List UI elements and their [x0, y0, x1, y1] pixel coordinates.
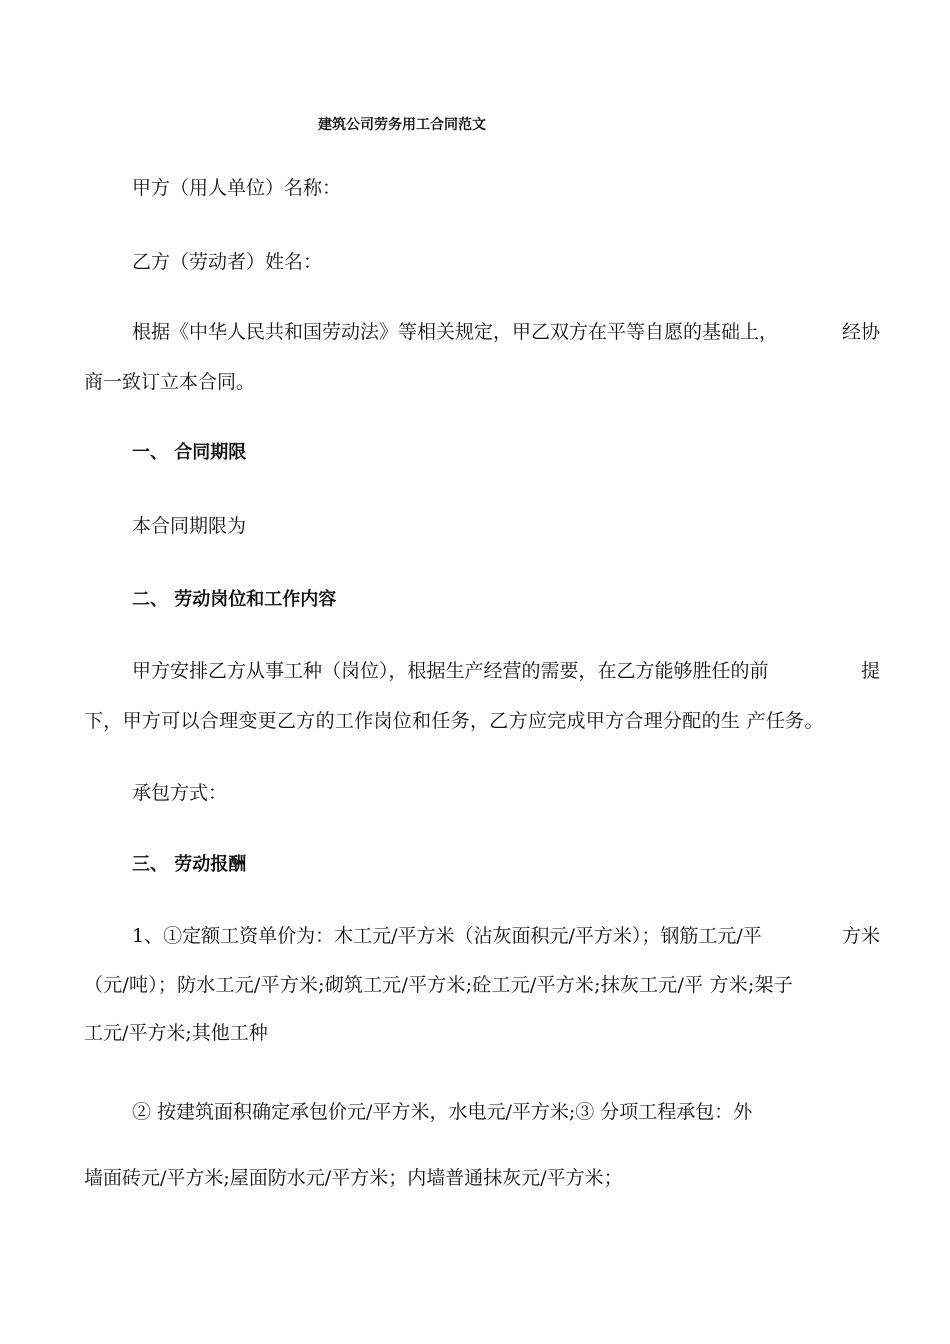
section-3-heading: 三、 劳动报酬 — [132, 854, 247, 875]
wage-item-1-text-end: 方米 — [841, 925, 880, 947]
document-title: 建筑公司劳务用工合同范文 — [318, 117, 486, 133]
wage-item-1-text: 1、①定额工资单价为：木工元/平方米（沾灰面积元/平方米）；钢筋工元/平 — [132, 925, 762, 947]
intro-paragraph-line-2: 商一致订立本合同。 — [84, 371, 256, 393]
contract-term-text: 本合同期限为 — [132, 515, 247, 537]
party-a-label: 甲方（用人单位）名称： — [132, 177, 342, 199]
section-2-heading: 二、 劳动岗位和工作内容 — [132, 589, 337, 610]
job-text: 甲方安排乙方从事工种（岗位），根据生产经营的需要，在乙方能够胜任的前 — [132, 660, 769, 682]
intro-text-end: 经协 — [841, 321, 880, 343]
wage-item-1-line-1 — [132, 924, 880, 948]
party-b-label: 乙方（劳动者）姓名： — [132, 251, 323, 273]
wage-item-2-line-2: 墙面砖元/平方米;屋面防水元/平方米；内墙普通抹灰元/平方米； — [84, 1167, 623, 1189]
wage-item-1-line-2: （元/吨）；防水工元/平方米;砌筑工元/平方米;砼工元/平方米;抹灰工元/平 方米;架子 — [84, 974, 793, 996]
section-1-heading: 一、 合同期限 — [132, 442, 247, 463]
job-paragraph-line-2: 下，甲方可以合理变更乙方的工作岗位和任务，乙方应完成甲方合理分配的生 产任务。 — [84, 710, 824, 732]
job-paragraph-line-1 — [132, 659, 880, 683]
job-text-end: 提 — [860, 660, 880, 682]
intro-text: 根据《中华人民共和国劳动法》等相关规定，甲乙双方在平等自愿的基础上， — [132, 321, 779, 343]
wage-item-2-line-1: ② 按建筑面积确定承包价元/平方米，水电元/平方米;③ 分项工程承包：外 — [132, 1101, 753, 1123]
wage-item-1-line-3: 工元/平方米;其他工种 — [84, 1022, 268, 1044]
contract-mode-label: 承包方式： — [132, 782, 228, 804]
intro-paragraph-line-1 — [132, 320, 880, 344]
